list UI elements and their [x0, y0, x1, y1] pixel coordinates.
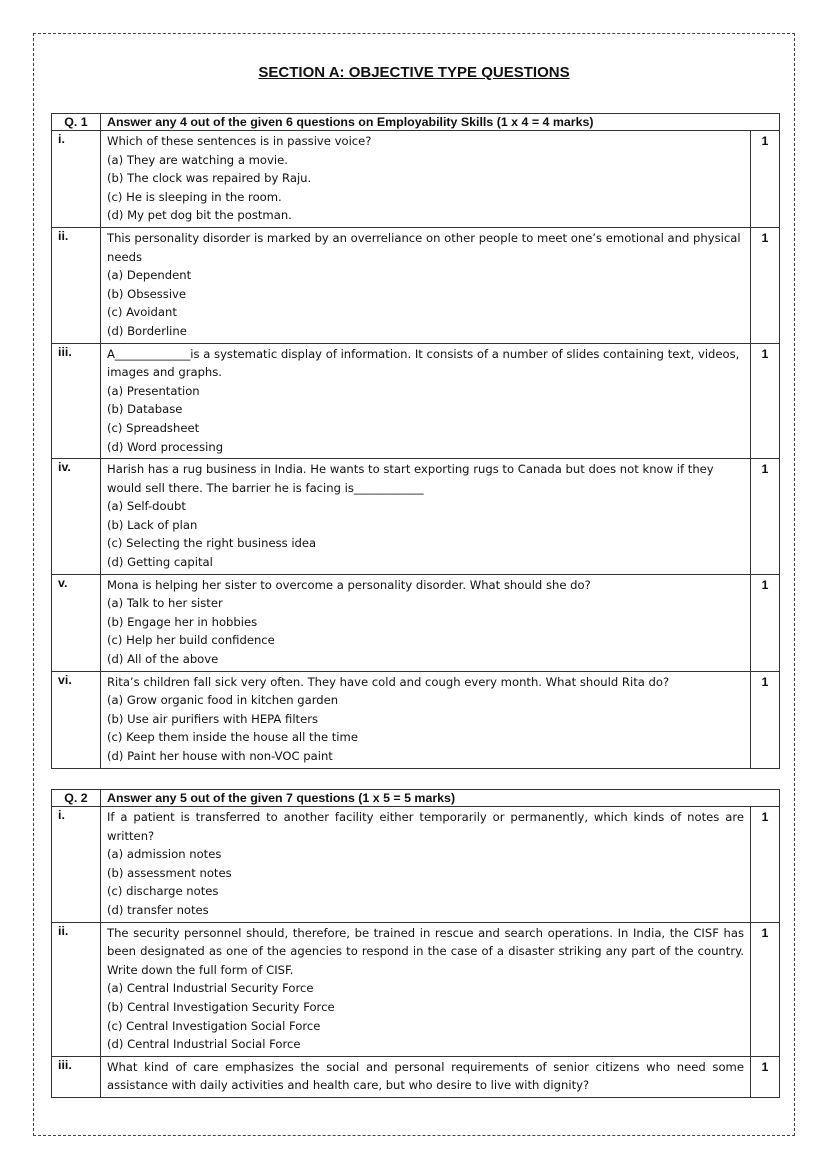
question-row: [52, 671, 780, 768]
answer-option: (d) Getting capital: [107, 555, 213, 570]
answer-option: (a) admission notes: [107, 847, 222, 862]
question-group-1: [51, 113, 780, 769]
question-row: [52, 807, 780, 923]
answer-option: (d) transfer notes: [107, 902, 209, 917]
question-group-2: [51, 789, 780, 1098]
question-body: [101, 807, 751, 923]
answer-option: (c) Selecting the right business idea: [107, 536, 317, 551]
answer-option: (b) assessment notes: [107, 865, 232, 880]
question-marks: 1: [750, 1056, 779, 1097]
answer-option: (c) Spreadsheet: [107, 420, 200, 435]
answer-option: (d) Word processing: [107, 439, 224, 454]
question-body: [101, 459, 751, 575]
answer-option: (d) Central Industrial Social Force: [107, 1037, 301, 1052]
question-row: [52, 343, 780, 459]
answer-option: (d) All of the above: [107, 652, 219, 667]
answer-option: (b) Central Investigation Security Force: [107, 999, 335, 1014]
answer-option: (b) Engage her in hobbies: [107, 614, 258, 629]
question-number: Q. 2: [52, 790, 101, 807]
section-title: SECTION A: OBJECTIVE TYPE QUESTIONS: [258, 64, 570, 81]
answer-option: (a) Talk to her sister: [107, 596, 223, 611]
question-row: [52, 574, 780, 671]
question-label: ii.: [52, 227, 101, 343]
answer-option: (b) The clock was repaired by Raju.: [107, 171, 312, 186]
question-text: Harish has a rug business in India. He wants to start exporting rugs to Canada but does not know if they would sell there. The barrier he is facing is____________: [107, 462, 714, 495]
answer-option: (b) Lack of plan: [107, 517, 198, 532]
answer-option: (c) Help her build confidence: [107, 633, 275, 648]
question-body: [101, 131, 751, 228]
answer-option: (a) Presentation: [107, 383, 200, 398]
question-group-header: [52, 790, 780, 807]
question-marks: 1: [750, 671, 779, 768]
question-label: i.: [52, 807, 101, 923]
question-text: If a patient is transferred to another facility either temporarily or permanently, which kinds of notes are written?: [107, 810, 744, 843]
answer-option: (b) Use air purifiers with HEPA filters: [107, 711, 319, 726]
question-label: iii.: [52, 1056, 101, 1097]
question-body: [101, 343, 751, 459]
answer-option: (a) Central Industrial Security Force: [107, 981, 314, 996]
question-marks: 1: [750, 574, 779, 671]
answer-option: (c) Keep them inside the house all the time: [107, 730, 358, 745]
question-instruction: Answer any 5 out of the given 7 questions (1 x 5 = 5 marks): [101, 790, 780, 807]
question-body: [101, 671, 751, 768]
answer-option: (d) Paint her house with non-VOC paint: [107, 749, 333, 763]
question-label: vi.: [52, 671, 101, 768]
question-row: [52, 131, 780, 228]
question-marks: 1: [750, 459, 779, 575]
question-text: Mona is helping her sister to overcome a personality disorder. What should she do?: [107, 577, 591, 592]
question-row: [52, 1056, 780, 1097]
answer-option: (a) Grow organic food in kitchen garden: [107, 693, 339, 708]
question-body: [101, 922, 751, 1056]
question-marks: 1: [750, 807, 779, 923]
question-row: [52, 922, 780, 1056]
question-text: Which of these sentences is in passive voice?: [107, 134, 372, 148]
answer-option: (b) Database: [107, 402, 183, 417]
answer-option: (a) Dependent: [107, 268, 192, 283]
question-text: A_____________is a systematic display of information. It consists of a number of slides containing text, videos, images and graphs.: [107, 346, 740, 380]
question-number: Q. 1: [52, 114, 101, 131]
answer-option: (d) My pet dog bit the postman.: [107, 208, 292, 223]
question-text: Rita’s children fall sick very often. They have cold and cough every month. What should Rita do?: [107, 674, 670, 689]
answer-option: (c) He is sleeping in the room.: [107, 189, 282, 204]
question-marks: 1: [750, 343, 779, 459]
question-body: [101, 574, 751, 671]
answer-option: (c) Central Investigation Social Force: [107, 1018, 321, 1033]
question-text: What kind of care emphasizes the social and personal requirements of senior citizens who need some assistance with daily activities and health care, but who desire to live with dignity?: [107, 1059, 744, 1093]
question-label: i.: [52, 131, 101, 228]
question-row: [52, 227, 780, 343]
answer-option: (a) Self-doubt: [107, 499, 186, 514]
question-label: ii.: [52, 922, 101, 1056]
question-text: This personality disorder is marked by an overreliance on other people to meet one’s emotional and physical needs: [107, 230, 741, 264]
question-label: iv.: [52, 459, 101, 575]
question-label: iii.: [52, 343, 101, 459]
question-body: [101, 1056, 751, 1097]
question-group-header: [52, 114, 780, 131]
answer-option: (d) Borderline: [107, 323, 187, 338]
question-text: The security personnel should, therefore, be trained in rescue and search operations. In India, the CISF has been designated as one of the agencies to respond in the case of a disaster striking any part of the country. Write down the full form of CISF.: [107, 925, 744, 977]
question-marks: 1: [750, 922, 779, 1056]
question-label: v.: [52, 574, 101, 671]
question-marks: 1: [750, 227, 779, 343]
answer-option: (c) Avoidant: [107, 305, 177, 320]
question-row: [52, 459, 780, 575]
answer-option: (b) Obsessive: [107, 286, 187, 301]
answer-option: (c) discharge notes: [107, 884, 219, 899]
answer-option: (a) They are watching a movie.: [107, 152, 288, 167]
question-body: [101, 227, 751, 343]
question-instruction: Answer any 4 out of the given 6 questions on Employability Skills (1 x 4 = 4 marks): [101, 114, 780, 131]
question-marks: 1: [750, 131, 779, 228]
